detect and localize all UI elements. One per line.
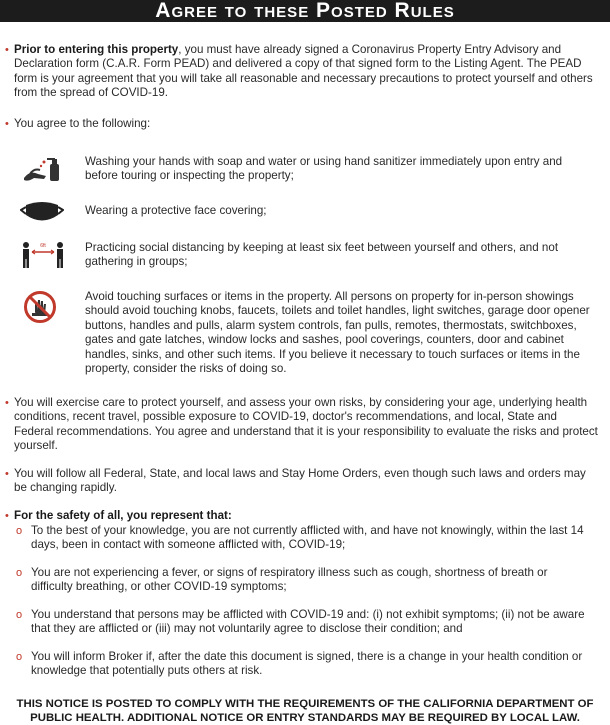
footer-notice-line-2: PUBLIC HEALTH. ADDITIONAL NOTICE OR ENTRY STANDARDS MAY BE REQUIRED BY LOCAL LAW. [30, 712, 580, 724]
rule-social-distancing: Practicing social distancing by keeping at least six feet between yourself and others, and not gathering in groups; [85, 241, 559, 269]
bullet-marker: • [5, 510, 9, 522]
sub-bullet-marker: o [16, 567, 23, 579]
hand-sanitizer-icon [20, 156, 62, 189]
social-distancing-label: 6ft [40, 243, 46, 249]
intro-paragraph [14, 43, 598, 101]
page-title: Agree to these Posted Rules [0, 0, 610, 22]
intro-bold: Prior to entering this property [14, 43, 179, 56]
bullet-marker: • [5, 468, 9, 480]
bullet-marker: • [5, 397, 9, 409]
safety-item: You will inform Broker if, after the date this document is signed, there is a change in your health condition or knowledge that potentially puts others at risk. [31, 650, 583, 678]
social-distancing-icon [20, 238, 66, 275]
safety-heading: For the safety of all, you represent that: [14, 509, 232, 522]
face-mask-icon [20, 200, 64, 229]
intro-text: , you must have already signed a Coronavirus Property Entry Advisory and Declaration form (C.A.R. Form PEAD) and delivered a copy of that signed form to the Listing Agent. The PEAD form is your agreement that you will take all reasonable and necessary precautions to protect yourself and others from the spread of COVID-19. [14, 43, 593, 100]
safety-item: You are not experiencing a fever, or signs of respiratory illness such as cough, shortness of breath or difficulty breathing, or other COVID-19 symptoms; [31, 566, 548, 594]
bullet-marker: • [5, 44, 9, 56]
no-touching-icon [23, 290, 57, 329]
rule-face-covering: Wearing a protective face covering; [85, 204, 267, 217]
paragraph-assess-risk: You will exercise care to protect yourself, and assess your own risks, by considering your age, underlying health conditions, recent travel, possible exposure to COVID-19, doctor's recommendations, and local, State and Federal recommendations. You agree and understand that it is your responsibility to evaluate the risks and protect yourself. [14, 396, 598, 453]
rule-hand-washing: Washing your hands with soap and water or using hand sanitizer immediately upon entry and before touring or inspecting the property; [85, 155, 563, 183]
footer-notice-line-1: THIS NOTICE IS POSTED TO COMPLY WITH THE REQUIREMENTS OF THE CALIFORNIA DEPARTMENT OF [16, 698, 594, 710]
bullet-marker: • [5, 118, 9, 130]
paragraph-follow-laws: You will follow all Federal, State, and local laws and Stay Home Orders, even though such laws and orders may be changing rapidly. [14, 467, 586, 495]
sub-bullet-marker: o [16, 525, 23, 537]
sub-bullet-marker: o [16, 651, 23, 663]
safety-item: To the best of your knowledge, you are not currently afflicted with, and have not knowingly, within the last 14 days, been in contact with someone afflicted with, COVID-19; [31, 524, 584, 552]
sub-bullet-marker: o [16, 609, 23, 621]
safety-item: You understand that persons may be afflicted with COVID-19 and: (i) not exhibit symptoms; (ii) not be aware that they are afflicted or (iii) may not voluntarily agree to disclose their condition; and [31, 608, 585, 636]
rule-avoid-touching: Avoid touching surfaces or items in the property. All persons on property for in-person showings should avoid touching knobs, faucets, toilets and toilet handles, light switches, garage door opener buttons, handles and pulls, alarm system controls, fan pulls, remotes, thermostats, switchboxes, gates and gate latches, window locks and sashes, pool coverings, counters, door and cabinet handles, sinks, and other such items. If you believe it necessary to touch surfaces or items in the property, consider the risks of doing so. [85, 290, 590, 376]
agree-heading: You agree to the following: [14, 117, 151, 130]
